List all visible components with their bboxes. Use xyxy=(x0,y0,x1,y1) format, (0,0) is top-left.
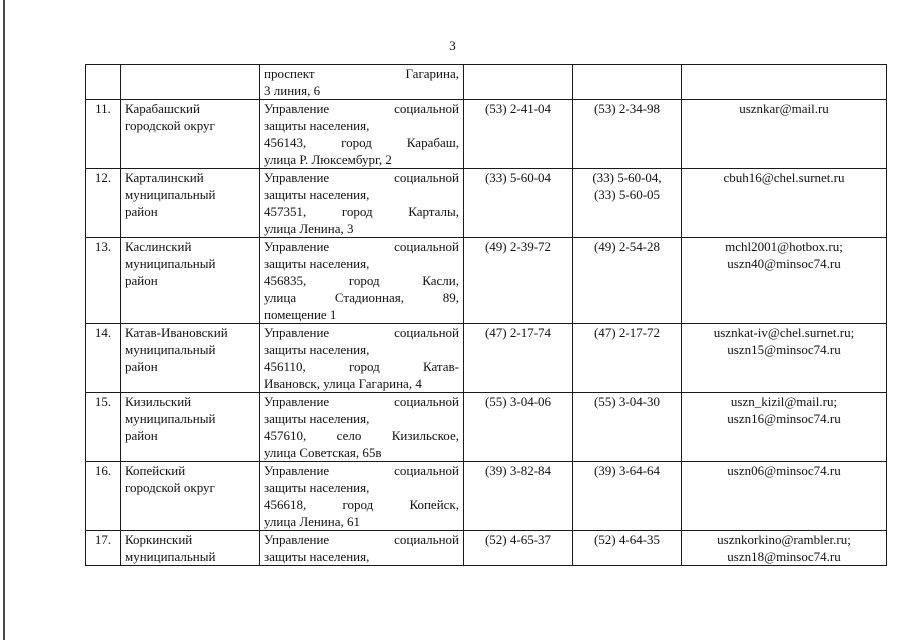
email-line: usznkat-iv@chel.surnet.ru; xyxy=(713,325,855,340)
fax-line: (52) 4-64-35 xyxy=(593,532,661,547)
table-row xyxy=(86,462,887,531)
row-number: 14. xyxy=(86,324,121,393)
address-line: защиты населения, xyxy=(264,411,370,426)
fax-line: (55) 3-04-30 xyxy=(593,394,661,409)
table-row xyxy=(86,531,887,566)
address-line: защиты населения, xyxy=(264,549,370,564)
office-address xyxy=(260,100,464,169)
address-line: улица Ленина, 61 xyxy=(264,514,360,529)
municipality-name xyxy=(121,531,260,566)
phone-number xyxy=(464,462,573,531)
address-line: Управление социальной xyxy=(264,394,459,409)
office-address xyxy=(260,238,464,324)
address-line: 3 линия, 6 xyxy=(264,83,321,98)
fax-number xyxy=(573,324,682,393)
municipality-name-line: Коркинский xyxy=(125,532,193,547)
address-line: защиты населения, xyxy=(264,480,370,495)
page-number: 3 xyxy=(449,38,456,53)
address-line: Управление социальной xyxy=(264,239,459,254)
offices-table-body xyxy=(86,65,887,566)
fax-number xyxy=(573,393,682,462)
fax-line: (33) 5-60-05 xyxy=(593,187,661,202)
row-number: 13. xyxy=(86,238,121,324)
phone-number xyxy=(464,100,573,169)
municipality-name-line: городской округ xyxy=(125,118,215,133)
fax-number xyxy=(573,65,682,100)
email-address xyxy=(682,324,887,393)
table-row xyxy=(86,238,887,324)
address-line: 456143, город Карабаш, xyxy=(264,135,459,150)
municipality-name-line: Карабашский xyxy=(125,101,200,116)
address-line: 457351, город Карталы, xyxy=(264,204,459,219)
row-number xyxy=(86,65,121,100)
fax-line: (53) 2-34-98 xyxy=(593,101,661,116)
email-address xyxy=(682,169,887,238)
municipality-name-line: Каслинский xyxy=(125,239,192,254)
fax-number xyxy=(573,238,682,324)
phone-number xyxy=(464,324,573,393)
phone-line: (53) 2-41-04 xyxy=(484,101,552,116)
fax-line: (39) 3-64-64 xyxy=(593,463,661,478)
municipality-name xyxy=(121,462,260,531)
email-address xyxy=(682,100,887,169)
address-line: Управление социальной xyxy=(264,463,459,478)
address-line: защиты населения, xyxy=(264,187,370,202)
address-line: защиты населения, xyxy=(264,118,370,133)
email-address xyxy=(682,238,887,324)
municipality-name xyxy=(121,169,260,238)
email-line: uszn06@minsoc74.ru xyxy=(727,463,841,478)
address-line: защиты населения, xyxy=(264,256,370,271)
address-line: Управление социальной xyxy=(264,532,459,547)
email-line: cbuh16@chel.surnet.ru xyxy=(723,170,845,185)
phone-number xyxy=(464,169,573,238)
municipality-name-line: муниципальный xyxy=(125,256,216,271)
page-left-edge xyxy=(3,0,5,640)
address-line: Управление социальной xyxy=(264,101,459,116)
phone-number xyxy=(464,238,573,324)
email-line: usznkorkino@rambler.ru; xyxy=(717,532,851,547)
fax-number xyxy=(573,100,682,169)
table-row xyxy=(86,100,887,169)
municipality-name-line: муниципальный xyxy=(125,411,216,426)
office-address xyxy=(260,531,464,566)
municipality-name-line: муниципальный xyxy=(125,342,216,357)
municipality-name-line: Копейский xyxy=(125,463,186,478)
row-number: 11. xyxy=(86,100,121,169)
municipality-name-line: городской округ xyxy=(125,480,215,495)
address-line: 456835, город Касли, xyxy=(264,273,459,288)
address-line: Управление социальной xyxy=(264,170,459,185)
phone-line: (52) 4-65-37 xyxy=(484,532,552,547)
table-row xyxy=(86,169,887,238)
email-line: uszn40@minsoc74.ru xyxy=(727,256,841,271)
address-line: 456110, город Катав- xyxy=(264,359,459,374)
municipality-name-line: район xyxy=(125,359,158,374)
email-line: uszn15@minsoc74.ru xyxy=(727,342,841,357)
address-line: Управление социальной xyxy=(264,325,459,340)
email-address xyxy=(682,531,887,566)
table-row xyxy=(86,65,887,100)
row-number: 17. xyxy=(86,531,121,566)
municipality-name xyxy=(121,393,260,462)
address-line: помещение 1 xyxy=(264,307,337,322)
fax-number xyxy=(573,462,682,531)
municipality-name-line: Кизильский xyxy=(125,394,192,409)
municipality-name-line: район xyxy=(125,204,158,219)
address-line: улица Советская, 65в xyxy=(264,445,382,460)
municipality-name xyxy=(121,65,260,100)
email-line: uszn18@minsoc74.ru xyxy=(727,549,841,564)
address-line: 456618, город Копейск, xyxy=(264,497,459,512)
municipality-name xyxy=(121,324,260,393)
email-address xyxy=(682,462,887,531)
municipality-name-line: район xyxy=(125,428,158,443)
email-line: uszn16@minsoc74.ru xyxy=(727,411,841,426)
municipality-name xyxy=(121,238,260,324)
email-line: uszn_kizil@mail.ru; xyxy=(730,394,838,409)
phone-line: (33) 5-60-04 xyxy=(484,170,552,185)
email-address xyxy=(682,393,887,462)
municipality-name-line: район xyxy=(125,273,158,288)
phone-line: (49) 2-39-72 xyxy=(484,239,552,254)
address-line: защиты населения, xyxy=(264,342,370,357)
row-number: 15. xyxy=(86,393,121,462)
office-address xyxy=(260,462,464,531)
office-address xyxy=(260,169,464,238)
office-address xyxy=(260,393,464,462)
municipality-name-line: Карталинский xyxy=(125,170,204,185)
row-number: 12. xyxy=(86,169,121,238)
municipality-name-line: муниципальный xyxy=(125,549,216,564)
fax-number xyxy=(573,169,682,238)
office-address xyxy=(260,324,464,393)
phone-line: (39) 3-82-84 xyxy=(484,463,552,478)
table-row xyxy=(86,393,887,462)
municipality-name xyxy=(121,100,260,169)
municipality-name-line: Катав-Ивановский xyxy=(125,325,228,340)
fax-line: (33) 5-60-04, xyxy=(592,170,662,185)
office-address xyxy=(260,65,464,100)
municipality-name-line: муниципальный xyxy=(125,187,216,202)
phone-line: (55) 3-04-06 xyxy=(484,394,552,409)
email-line: usznkar@mail.ru xyxy=(739,101,829,116)
table-row xyxy=(86,324,887,393)
fax-line: (49) 2-54-28 xyxy=(593,239,661,254)
phone-number xyxy=(464,393,573,462)
email-address xyxy=(682,65,887,100)
fax-number xyxy=(573,531,682,566)
phone-line: (47) 2-17-74 xyxy=(484,325,552,340)
phone-number xyxy=(464,65,573,100)
address-line: 457610, село Кизильское, xyxy=(264,428,459,443)
phone-number xyxy=(464,531,573,566)
address-line: улица Стадионная, 89, xyxy=(264,290,459,305)
row-number: 16. xyxy=(86,462,121,531)
address-line: улица Ленина, 3 xyxy=(264,221,354,236)
fax-line: (47) 2-17-72 xyxy=(593,325,661,340)
address-line: проспект Гагарина, xyxy=(264,66,459,81)
email-line: mchl2001@hotbox.ru; xyxy=(725,239,843,254)
offices-table xyxy=(85,64,887,566)
address-line: улица Р. Люксембург, 2 xyxy=(264,152,392,167)
address-line: Ивановск, улица Гагарина, 4 xyxy=(264,376,422,391)
